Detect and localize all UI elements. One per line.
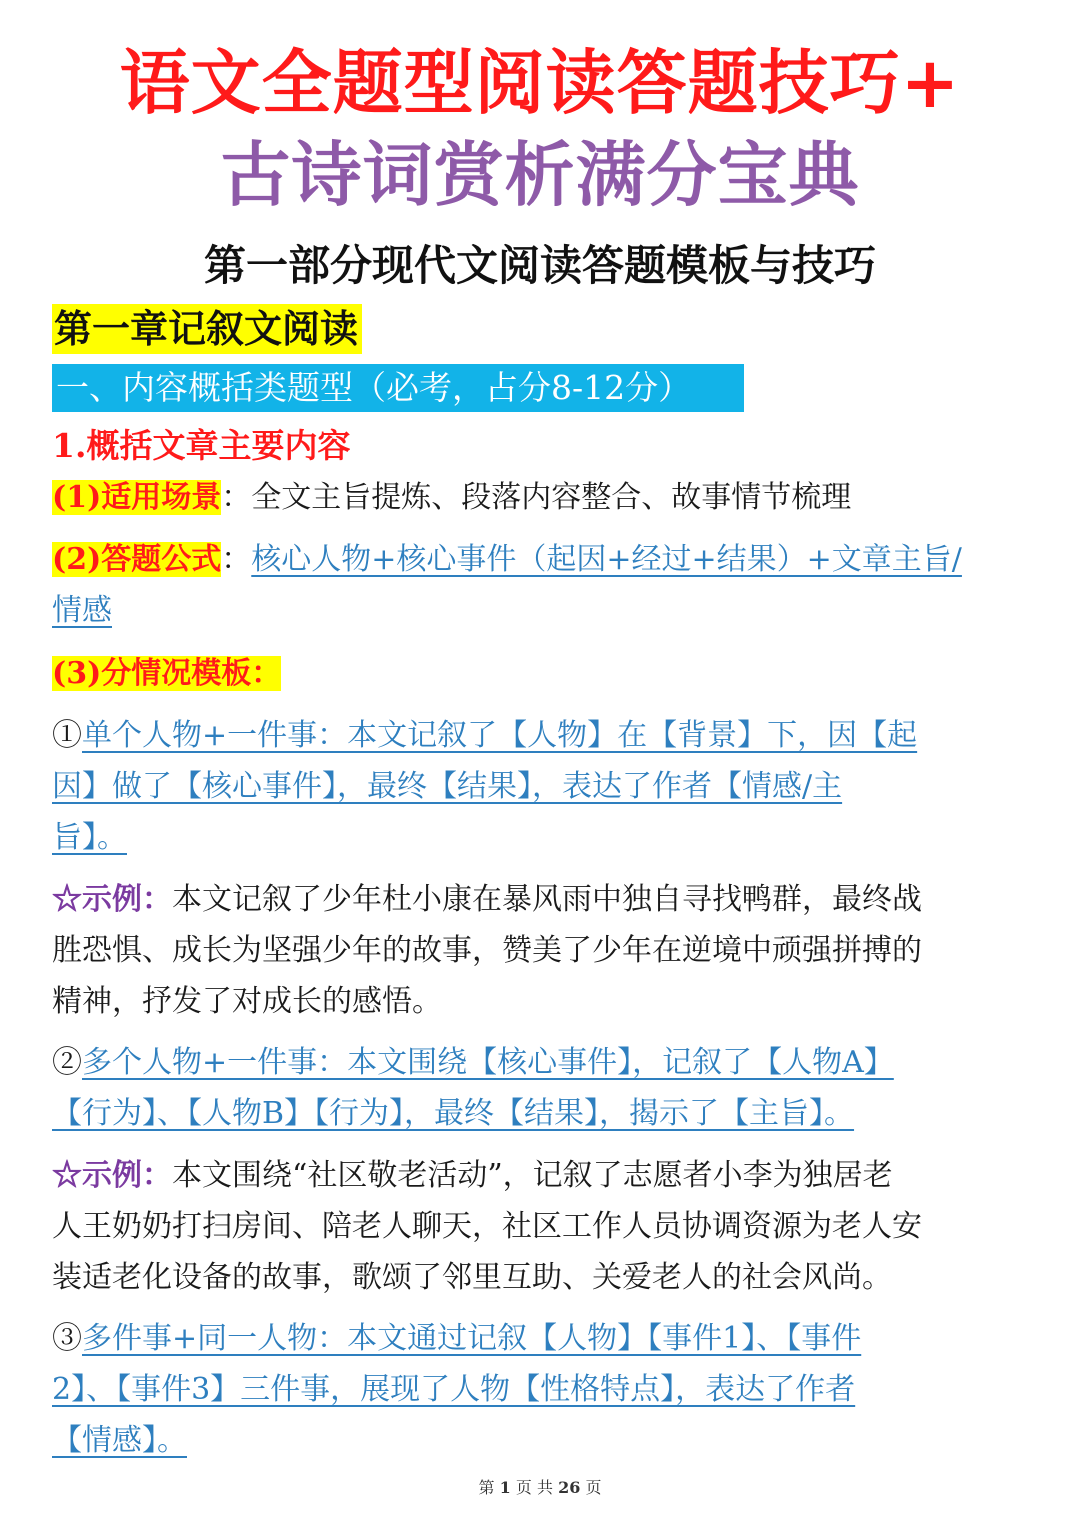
footer-middle: 页 共 bbox=[515, 1478, 553, 1497]
template-3-text: 【情感】。 bbox=[52, 1423, 187, 1458]
main-title-line2: 古诗词赏析满分宝典 bbox=[220, 134, 860, 216]
formula-separator: ： bbox=[221, 542, 252, 577]
template-2-line1 bbox=[52, 1037, 1032, 1088]
footer-suffix: 页 bbox=[585, 1478, 602, 1497]
example-1-text: 精神，抒发了对成长的感悟。 bbox=[52, 984, 442, 1019]
template-1-marker: ① bbox=[52, 718, 82, 753]
part-heading: 第一部分现代文阅读答题模板与技巧 bbox=[203, 241, 876, 290]
total-pages: 26 bbox=[558, 1478, 581, 1497]
formula-text-line1: 核心人物+核心事件（起因+经过+结果）+文章主旨/ bbox=[251, 542, 962, 577]
example-2-text: 人王奶奶打扫房间、陪老人聊天，社区工作人员协调资源为老人安 bbox=[52, 1209, 922, 1244]
formula-label: (2)答题公式 bbox=[52, 542, 222, 577]
template-3-line2 bbox=[52, 1364, 1032, 1415]
section-heading: 一、内容概括类题型（必考，占分8-12分） bbox=[52, 364, 744, 412]
scene-text: 全文主旨提炼、段落内容整合、故事情节梳理 bbox=[251, 480, 852, 515]
example-1-line1 bbox=[52, 874, 1032, 925]
templates-item bbox=[52, 648, 1032, 699]
scene-item bbox=[52, 472, 1032, 523]
example-1-text: 胜恐惧、成长为坚强少年的故事，赞美了少年在逆境中顽强拼搏的 bbox=[52, 933, 922, 968]
template-1-text: 旨】。 bbox=[52, 820, 127, 855]
formula-text-line2: 情感 bbox=[52, 593, 112, 628]
formula-item bbox=[52, 534, 1032, 585]
main-title-line1: 语文全题型阅读答题技巧+ bbox=[119, 42, 961, 124]
page-number: 1 bbox=[499, 1478, 511, 1497]
template-3-line1 bbox=[52, 1313, 1032, 1364]
template-1-text: 因】做了【核心事件】，最终【结果】，表达了作者【情感/主 bbox=[52, 769, 843, 804]
template-1-line3 bbox=[52, 812, 1032, 863]
template-2-text: 多个人物+一件事：本文围绕【核心事件】，记叙了【人物A】 bbox=[82, 1045, 894, 1080]
template-3-text: 多件事+同一人物：本文通过记叙【人物】【事件1】、【事件 bbox=[82, 1321, 862, 1356]
example-2-line3 bbox=[52, 1252, 1032, 1303]
template-3-text: 2】、【事件3】三件事，展现了人物【性格特点】，表达了作者 bbox=[52, 1372, 856, 1407]
scene-separator: ： bbox=[221, 480, 252, 515]
template-3-line3 bbox=[52, 1415, 1032, 1466]
template-3-marker: ③ bbox=[52, 1321, 82, 1356]
subsection-heading: 1.概括文章主要内容 bbox=[52, 426, 351, 465]
template-2-marker: ② bbox=[52, 1045, 82, 1080]
chapter-heading: 第一章记叙文阅读 bbox=[52, 304, 362, 354]
example-2-line2 bbox=[52, 1201, 1032, 1252]
example-2-line1 bbox=[52, 1150, 1032, 1201]
example-1-line2 bbox=[52, 925, 1032, 976]
example-2-text: 装适老化设备的故事，歌颂了邻里互助、关爱老人的社会风尚。 bbox=[52, 1260, 892, 1295]
template-1-line1 bbox=[52, 710, 1032, 761]
example-1-label: ☆示例： bbox=[52, 882, 172, 917]
templates-label: (3)分情况模板： bbox=[52, 656, 282, 691]
scene-label: (1)适用场景 bbox=[52, 480, 222, 515]
example-1-text: 本文记叙了少年杜小康在暴风雨中独自寻找鸭群，最终战 bbox=[172, 882, 922, 917]
example-2-label: ☆示例： bbox=[52, 1158, 172, 1193]
page-footer bbox=[0, 1478, 1080, 1498]
example-2-text: 本文围绕“社区敬老活动”，记叙了志愿者小李为独居老 bbox=[172, 1158, 893, 1193]
template-2-line2 bbox=[52, 1088, 1032, 1139]
template-2-text: 【行为】、【人物B】【行为】，最终【结果】，揭示了【主旨】。 bbox=[52, 1096, 855, 1131]
formula-item-continued bbox=[52, 585, 1032, 636]
template-1-line2 bbox=[52, 761, 1032, 812]
footer-prefix: 第 bbox=[478, 1478, 495, 1497]
template-1-text: 单个人物+一件事：本文记叙了【人物】在【背景】下，因【起 bbox=[82, 718, 918, 753]
example-1-line3 bbox=[52, 976, 1032, 1027]
